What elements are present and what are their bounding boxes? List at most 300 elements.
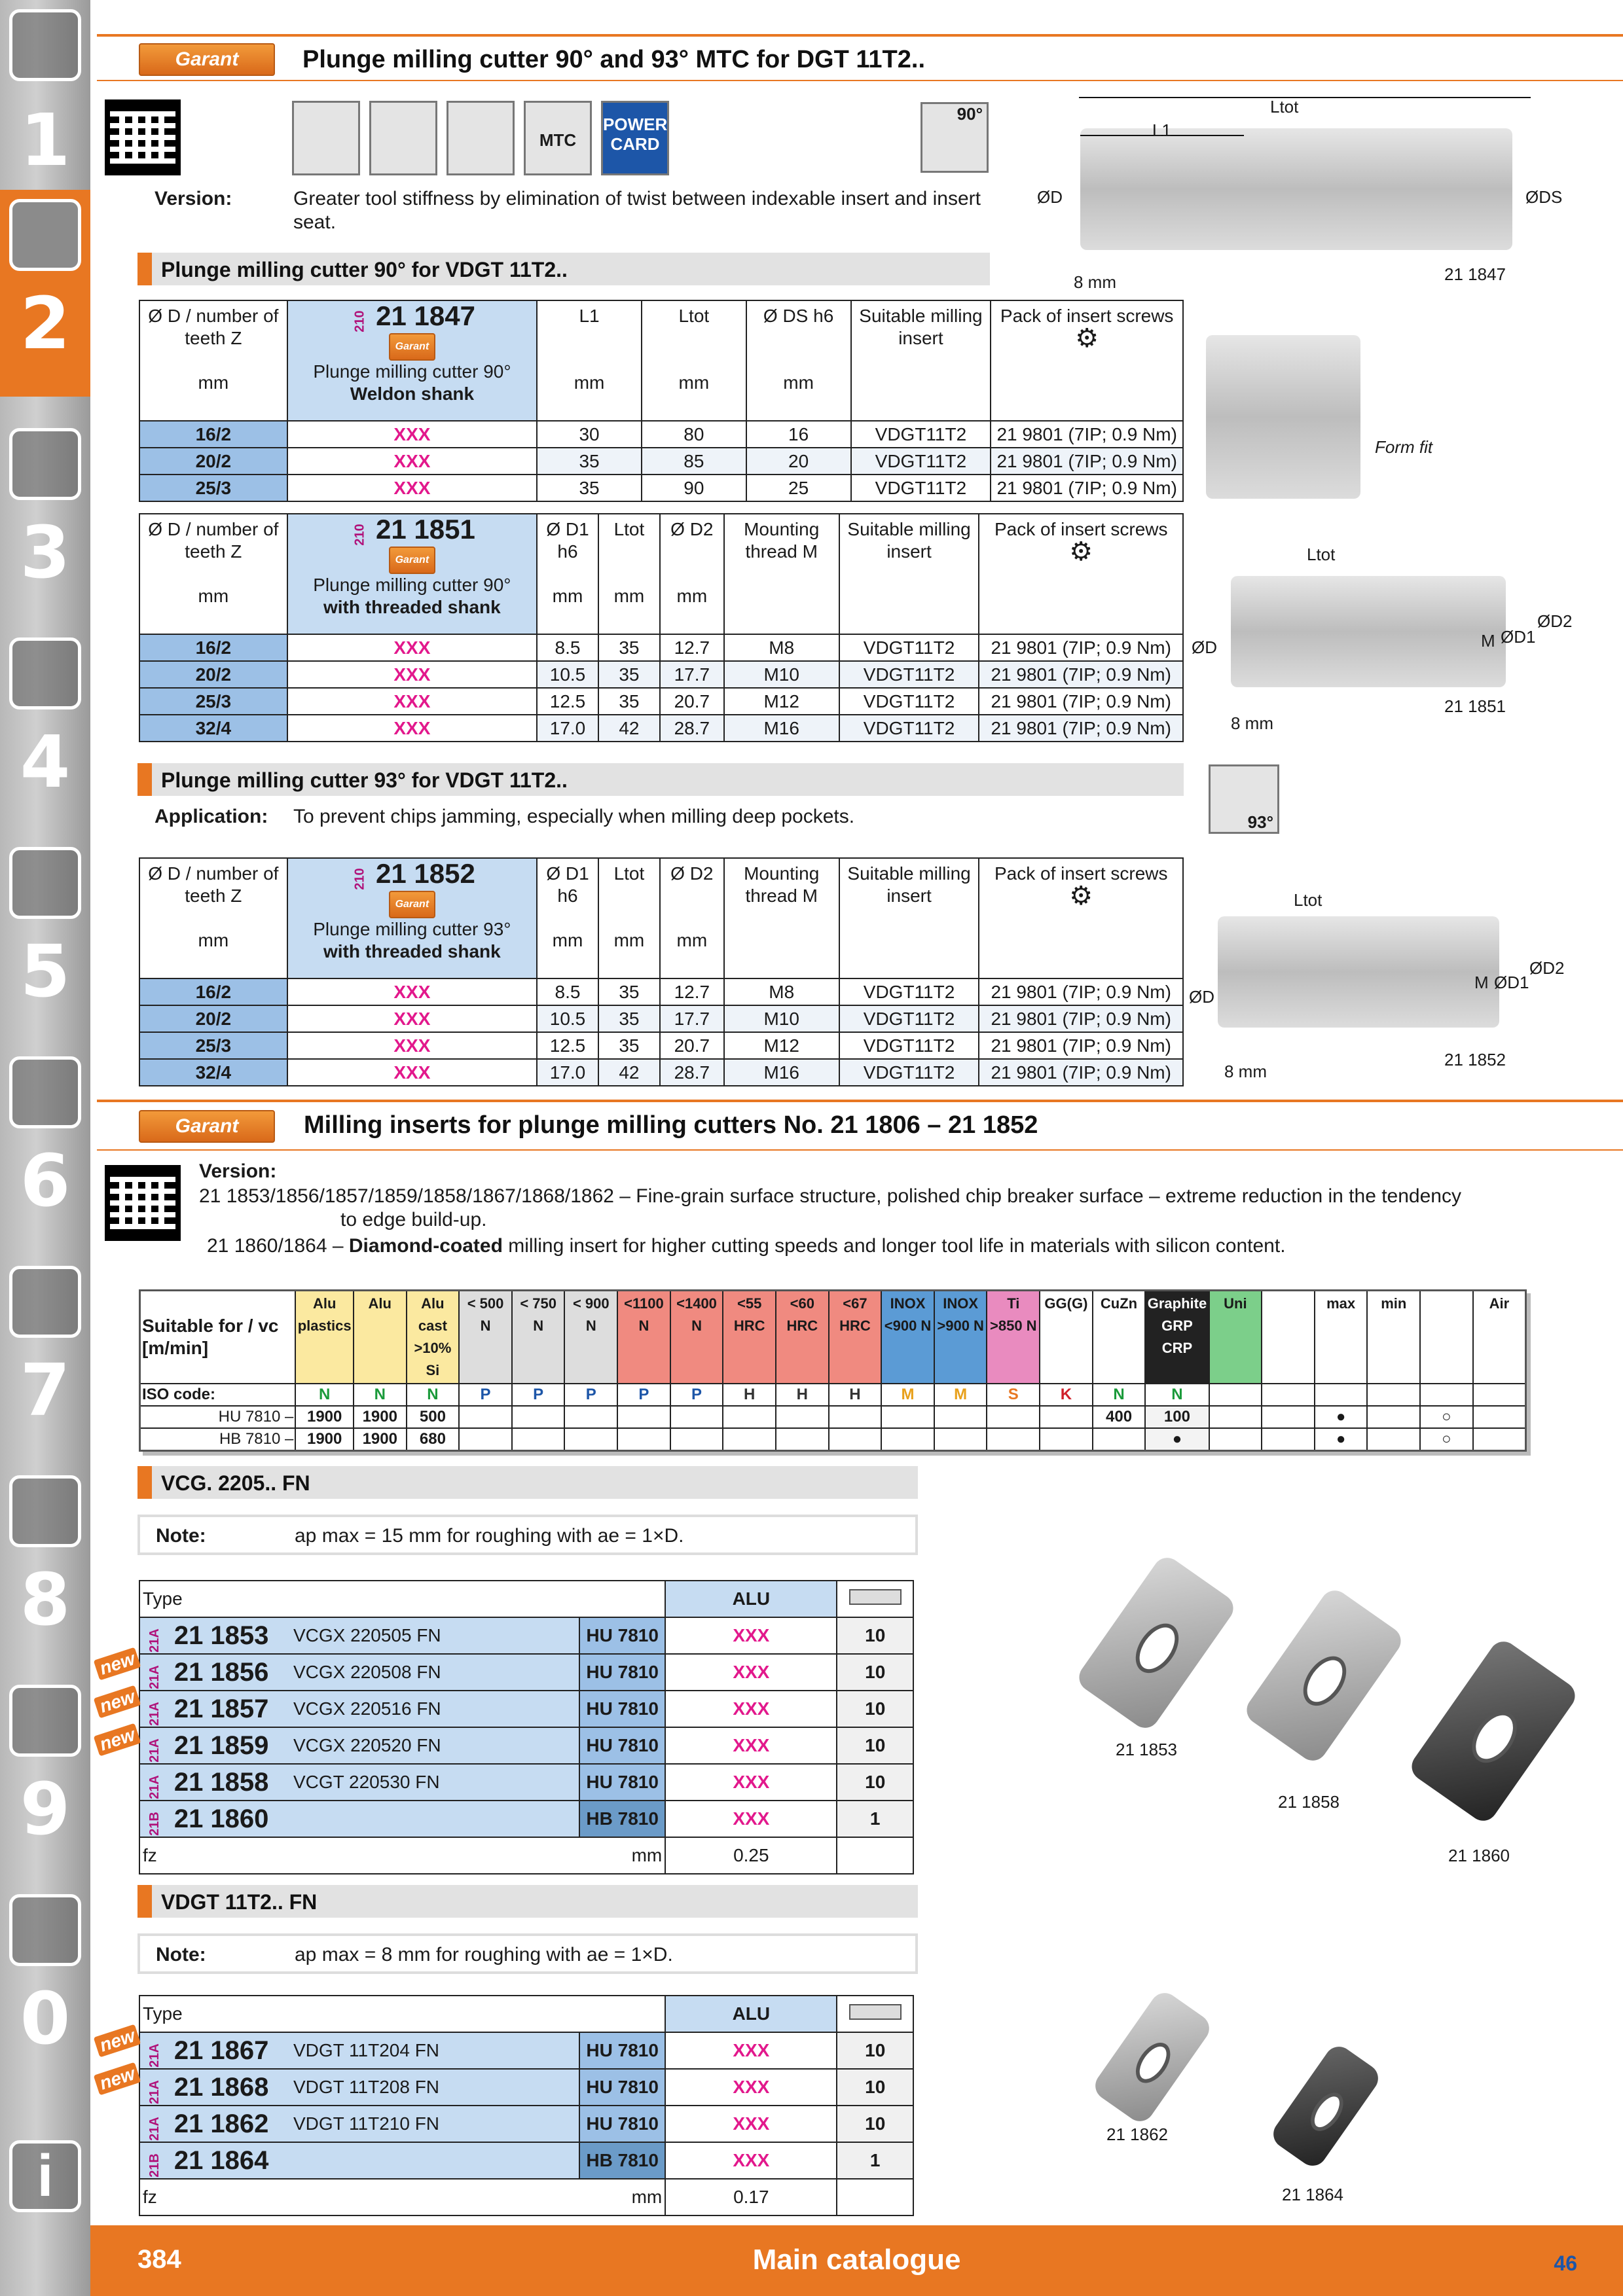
- iso-row: [140, 1384, 1526, 1406]
- page-ref: 21A: [147, 1701, 162, 1726]
- header-text: Ø DS h6: [763, 306, 834, 326]
- value-cell: 12.7: [660, 978, 724, 1005]
- page-ref: 21A: [147, 2043, 162, 2068]
- article-number: 21 1862: [173, 2109, 269, 2138]
- tab-number: 0: [20, 1977, 71, 2060]
- designation-cell: VCGX 220508 FN: [291, 1654, 579, 1691]
- order-cell[interactable]: XXX: [287, 634, 537, 661]
- unit: mm: [783, 372, 814, 393]
- order-cell[interactable]: XXX: [287, 978, 537, 1005]
- version-label: Version:: [199, 1160, 277, 1182]
- wrench-icon: [9, 1056, 81, 1128]
- value-cell: 42: [598, 1059, 660, 1086]
- col-insert: [839, 514, 979, 634]
- table-row: [139, 448, 1183, 475]
- unit: mm: [574, 372, 605, 393]
- garant-logo: Garant: [389, 891, 436, 918]
- diameter-cell: 25/3: [139, 688, 287, 715]
- fz-label: fz: [139, 2179, 291, 2215]
- tab-number: 3: [20, 511, 71, 594]
- unit: mm: [198, 586, 229, 606]
- col-screws: [979, 858, 1183, 978]
- fz-unit: mm: [291, 1837, 665, 1874]
- qr-code-icon[interactable]: [105, 1165, 181, 1241]
- garant-logo: Garant: [389, 333, 436, 361]
- grade-cell: HU 7810: [579, 1764, 665, 1801]
- chapter-tab-4[interactable]: [0, 628, 90, 835]
- suit-value-cell: ○: [1420, 1406, 1473, 1428]
- suit-value-cell: ●: [1315, 1428, 1368, 1450]
- value-cell: 21 9801 (7IP; 0.9 Nm): [979, 1059, 1183, 1086]
- suit-col-17: Uni: [1209, 1291, 1262, 1384]
- chapter-tab-7[interactable]: [0, 1257, 90, 1463]
- order-cell[interactable]: XXX: [287, 1005, 537, 1032]
- order-cell[interactable]: XXX: [665, 1727, 837, 1764]
- order-cell[interactable]: XXX: [665, 2032, 837, 2069]
- subsection-title: Plunge milling cutter 90° for VDGT 11T2..: [137, 253, 990, 285]
- value-cell: 30: [537, 421, 642, 448]
- article-number: 21 1853: [173, 1621, 269, 1650]
- value-cell: VDGT11T2: [839, 688, 979, 715]
- pack-qty-cell: 10: [837, 1617, 913, 1654]
- iso-cell: [1367, 1384, 1420, 1406]
- designation-cell: VDGT 11T210 FN: [291, 2106, 579, 2142]
- value-cell: 10.5: [537, 1005, 598, 1032]
- header-text: Ltot: [613, 863, 645, 884]
- value-cell: 20.7: [660, 1032, 724, 1059]
- new-badge: new: [94, 1647, 141, 1681]
- value-cell: 21 9801 (7IP; 0.9 Nm): [991, 421, 1183, 448]
- info-letter: i: [37, 2144, 54, 2209]
- iso-cell: [1209, 1384, 1262, 1406]
- header-rule: [97, 1100, 1623, 1102]
- chapter-tab-9[interactable]: [0, 1676, 90, 1882]
- suit-header-row: [140, 1291, 1526, 1384]
- order-cell[interactable]: XXX: [287, 661, 537, 688]
- value-cell: 35: [598, 1032, 660, 1059]
- unit: mm: [552, 930, 583, 950]
- od-label: ØD: [1192, 637, 1217, 657]
- iso-cell: [1473, 1384, 1526, 1406]
- ods-label: ØDS: [1525, 187, 1563, 207]
- value-cell: VDGT11T2: [851, 475, 991, 501]
- iso-cell: M: [881, 1384, 934, 1406]
- value-cell: 21 9801 (7IP; 0.9 Nm): [979, 978, 1183, 1005]
- iso-cell: [1262, 1384, 1315, 1406]
- table-row: [139, 1059, 1183, 1086]
- value-cell: 17.0: [537, 1059, 598, 1086]
- order-cell[interactable]: XXX: [287, 1032, 537, 1059]
- order-cell[interactable]: XXX: [665, 1617, 837, 1654]
- suit-grade-row: [140, 1428, 1526, 1450]
- ltot-dim-line: [1079, 97, 1531, 98]
- grade-cell: HB 7810: [579, 1801, 665, 1837]
- designation-cell: VCGX 220520 FN: [291, 1727, 579, 1764]
- suit-value-cell: [776, 1406, 829, 1428]
- chapter-tab-1[interactable]: [0, 7, 90, 213]
- value-cell: 17.7: [660, 661, 724, 688]
- safety-glasses-icon: [9, 1894, 81, 1966]
- table-row: [139, 978, 1183, 1005]
- table-row: [139, 1691, 913, 1727]
- value-cell: 16: [746, 421, 851, 448]
- caliper-icon: [9, 637, 81, 709]
- header-text: L1: [579, 306, 600, 326]
- od2-label: ØD2: [1537, 611, 1573, 631]
- value-cell: 21 9801 (7IP; 0.9 Nm): [979, 715, 1183, 742]
- suit-value-cell: [512, 1406, 565, 1428]
- toolbox-icon: [9, 1475, 81, 1547]
- application-label: Application:: [155, 806, 268, 827]
- suit-value-cell: [1093, 1428, 1146, 1450]
- page-ref: 21B: [147, 1811, 162, 1836]
- suit-value-cell: [1473, 1406, 1526, 1428]
- article-cell: [139, 1691, 291, 1727]
- designation-cell: VDGT 11T204 FN: [291, 2032, 579, 2069]
- type-header: Type: [139, 1996, 665, 2032]
- fz-empty: [837, 2179, 913, 2215]
- plunge-milling-icon: [292, 101, 360, 175]
- suit-col-7: <1400 N: [670, 1291, 723, 1384]
- order-cell[interactable]: XXX: [287, 688, 537, 715]
- designation-cell: VCGT 220530 FN: [291, 1764, 579, 1801]
- suit-col-11: INOX <900 N: [881, 1291, 934, 1384]
- iso-cell: [1420, 1384, 1473, 1406]
- designation-cell: VCGX 220505 FN: [291, 1617, 579, 1654]
- suit-value-cell: ●: [1315, 1406, 1368, 1428]
- order-cell[interactable]: XXX: [287, 1059, 537, 1086]
- qr-code-icon[interactable]: [105, 99, 181, 175]
- article-number: 21 1860: [173, 1804, 269, 1833]
- suit-value-cell: 1900: [354, 1406, 407, 1428]
- col-insert: [851, 300, 991, 421]
- suit-value-cell: ○: [1420, 1428, 1473, 1450]
- diameter-cell: 16/2: [139, 421, 287, 448]
- table-row: [139, 715, 1183, 742]
- article-cell: [139, 1801, 291, 1837]
- order-cell[interactable]: XXX: [287, 448, 537, 475]
- order-cell[interactable]: XXX: [665, 2069, 837, 2106]
- grade-label: HU 7810 –: [140, 1406, 296, 1428]
- value-cell: 12.7: [660, 634, 724, 661]
- iso-cell: P: [670, 1384, 723, 1406]
- suit-value-cell: [564, 1428, 617, 1450]
- iso-label: ISO code:: [140, 1384, 296, 1406]
- designation-cell: [291, 1801, 579, 1837]
- value-cell: 35: [598, 688, 660, 715]
- value-cell: 17.7: [660, 1005, 724, 1032]
- value-cell: 17.0: [537, 715, 598, 742]
- chapter-tab-5[interactable]: [0, 838, 90, 1045]
- table-211852: [139, 857, 1184, 1086]
- table-row: [139, 2142, 913, 2179]
- mtc-icon: MTC: [524, 101, 592, 175]
- suit-value-cell: [776, 1428, 829, 1450]
- suit-value-cell: [1367, 1428, 1420, 1450]
- product-desc: Plunge milling cutter 93°: [313, 919, 511, 939]
- suit-col-2: Alu cast >10% Si: [407, 1291, 460, 1384]
- suit-col-20: min: [1367, 1291, 1420, 1384]
- note-label: Note:: [156, 1944, 206, 1965]
- new-badge: new: [94, 1685, 141, 1719]
- chapter-tab-6[interactable]: [0, 1047, 90, 1254]
- insert-photo-211860: [1406, 1636, 1580, 1827]
- tab-number: 8: [20, 1558, 71, 1641]
- insert-header-row: [139, 1996, 913, 2032]
- order-cell[interactable]: XXX: [665, 1654, 837, 1691]
- suit-col-9: <60 HRC: [776, 1291, 829, 1384]
- page-ref: 210: [352, 310, 367, 332]
- insert-id: 21 1860: [1448, 1846, 1510, 1865]
- version-line-1: 21 1853/1856/1857/1859/1858/1867/1868/1862 – Fine-grain surface structure, polished chip breaker surface – extreme reduction in the tendency: [199, 1185, 1461, 1207]
- order-cell[interactable]: XXX: [287, 475, 537, 501]
- table-row: [139, 1617, 913, 1654]
- pack-qty-icon: [837, 1996, 913, 2032]
- suit-value-cell: [1209, 1406, 1262, 1428]
- coolant-icon: [447, 101, 515, 175]
- ltot-label: Ltot: [1294, 890, 1322, 910]
- table-row: [139, 1654, 913, 1691]
- header-text: Mounting thread M: [744, 863, 820, 906]
- suit-value-cell: [829, 1428, 882, 1450]
- designation-cell: [291, 2142, 579, 2179]
- value-cell: VDGT11T2: [851, 448, 991, 475]
- value-cell: M12: [724, 1032, 839, 1059]
- pack-qty-icon: [837, 1581, 913, 1617]
- value-cell: VDGT11T2: [839, 978, 979, 1005]
- iso-cell: N: [295, 1384, 354, 1406]
- unit: mm: [613, 930, 645, 950]
- col-ltot: [642, 300, 746, 421]
- grade-cell: HU 7810: [579, 1654, 665, 1691]
- col-screws: [979, 514, 1183, 634]
- page-ref: 21A: [147, 2116, 162, 2141]
- value-cell: VDGT11T2: [851, 421, 991, 448]
- order-cell[interactable]: XXX: [665, 1801, 837, 1837]
- suit-value-cell: [1040, 1406, 1093, 1428]
- table-row: [139, 688, 1183, 715]
- col-d1: [537, 514, 598, 634]
- value-cell: M8: [724, 634, 839, 661]
- article-cell: [139, 2142, 291, 2179]
- value-cell: M12: [724, 688, 839, 715]
- value-cell: 20.7: [660, 688, 724, 715]
- order-cell[interactable]: XXX: [665, 1764, 837, 1801]
- chapter-tab-info[interactable]: [0, 2121, 90, 2296]
- article-number: 21 1859: [173, 1731, 269, 1760]
- col-article: [287, 858, 537, 978]
- value-cell: VDGT11T2: [839, 1059, 979, 1086]
- suit-value-cell: [987, 1428, 1040, 1450]
- suit-col-12: INOX >900 N: [934, 1291, 987, 1384]
- diameter-cell: 20/2: [139, 661, 287, 688]
- suit-value-cell: [1367, 1406, 1420, 1428]
- shank-type: with threaded shank: [323, 941, 501, 961]
- table-row: [139, 2106, 913, 2142]
- insert-id: 21 1853: [1116, 1740, 1177, 1759]
- article-number: 21 1864: [173, 2145, 269, 2175]
- screws-icon: ⚙: [1069, 537, 1093, 566]
- order-cell[interactable]: XXX: [665, 2142, 837, 2179]
- iso-cell: H: [723, 1384, 776, 1406]
- value-cell: 8.5: [537, 634, 598, 661]
- tab-number: 2: [20, 281, 71, 365]
- col-insert: [839, 858, 979, 978]
- subsection-title: Plunge milling cutter 93° for VDGT 11T2..: [137, 763, 1184, 796]
- value-cell: 35: [537, 475, 642, 501]
- suit-value-cell: 1900: [295, 1406, 354, 1428]
- article-number: 21 1851: [376, 514, 475, 545]
- chapter-tab-8[interactable]: [0, 1466, 90, 1673]
- col-ltot: [598, 858, 660, 978]
- application-text: To prevent chips jamming, especially when milling deep pockets.: [293, 806, 855, 827]
- screws-icon: ⚙: [1075, 324, 1099, 353]
- insert-header-row: [139, 1581, 913, 1617]
- value-cell: 28.7: [660, 715, 724, 742]
- order-cell[interactable]: XXX: [287, 421, 537, 448]
- table-row: [139, 2069, 913, 2106]
- header-text: Ø D1 h6: [546, 519, 589, 562]
- fz-label: fz: [139, 1837, 291, 1874]
- order-cell[interactable]: XXX: [665, 1691, 837, 1727]
- header-text: Ltot: [678, 306, 710, 326]
- suit-header-label: Suitable for / vc [m/min]: [140, 1291, 296, 1384]
- dim-8mm: 8 mm: [1074, 272, 1116, 292]
- fz-value: 0.17: [665, 2179, 837, 2215]
- value-cell: 35: [598, 634, 660, 661]
- iso-cell: P: [459, 1384, 512, 1406]
- suit-grade-row: [140, 1406, 1526, 1428]
- tab-number: 4: [20, 720, 71, 804]
- value-cell: M8: [724, 978, 839, 1005]
- header-rule: [97, 80, 1623, 81]
- article-range: 21 1860/1864 –: [207, 1235, 344, 1257]
- chapter-tab-3[interactable]: [0, 419, 90, 626]
- order-cell[interactable]: XXX: [287, 715, 537, 742]
- value-cell: 35: [598, 978, 660, 1005]
- iso-cell: N: [1145, 1384, 1209, 1406]
- diameter-cell: 20/2: [139, 1005, 287, 1032]
- power-card-icon: POWER CARD: [601, 101, 669, 175]
- page-ref: 210: [352, 868, 367, 890]
- unit: mm: [613, 586, 645, 606]
- value-cell: 35: [537, 448, 642, 475]
- insert-table-vdgt: [139, 1995, 914, 2216]
- value-cell: 21 9801 (7IP; 0.9 Nm): [991, 448, 1183, 475]
- article-cell: [139, 1727, 291, 1764]
- suit-col-16: Graphite GRP CRP: [1145, 1291, 1209, 1384]
- page-ref: 21A: [147, 2079, 162, 2104]
- new-badge: new: [94, 2024, 141, 2058]
- header-text: Pack of insert screws: [994, 519, 1168, 539]
- version-line-3: [207, 1234, 1286, 1258]
- chapter-tab-0[interactable]: [0, 1885, 90, 2092]
- cutter-drawing-211851: [1231, 576, 1506, 687]
- col-d1: [537, 858, 598, 978]
- page-ref: 21A: [147, 1628, 162, 1653]
- article-number: 21 1856: [173, 1657, 269, 1687]
- page-ref: 21A: [147, 1664, 162, 1689]
- iso-cell: [1315, 1384, 1368, 1406]
- value-cell: VDGT11T2: [839, 634, 979, 661]
- suit-value-cell: [1262, 1406, 1315, 1428]
- tap-icon: [9, 428, 81, 500]
- suit-value-cell: [670, 1406, 723, 1428]
- header-text: Suitable milling insert: [847, 863, 971, 906]
- article-cell: [139, 2069, 291, 2106]
- col-ltot: [598, 514, 660, 634]
- note-box: [137, 1933, 918, 1974]
- header-text: Ø D1 h6: [546, 863, 589, 906]
- suit-value-cell: [987, 1406, 1040, 1428]
- alu-header: ALU: [665, 1581, 837, 1617]
- table-row: [139, 1764, 913, 1801]
- tab-number: 6: [20, 1139, 71, 1223]
- suit-value-cell: [1040, 1428, 1093, 1450]
- suit-col-5: < 900 N: [564, 1291, 617, 1384]
- suit-col-21: [1420, 1291, 1473, 1384]
- note-box: [137, 1515, 918, 1555]
- value-cell: 21 9801 (7IP; 0.9 Nm): [979, 1032, 1183, 1059]
- grade-cell: HU 7810: [579, 2032, 665, 2069]
- diameter-cell: 16/2: [139, 978, 287, 1005]
- milling-insert-icon: [9, 199, 81, 271]
- suit-col-6: <1100 N: [617, 1291, 670, 1384]
- value-cell: M16: [724, 1059, 839, 1086]
- value-cell: 8.5: [537, 978, 598, 1005]
- suitability-table: [139, 1289, 1527, 1452]
- unit: mm: [198, 930, 229, 950]
- designation-cell: VCGX 220516 FN: [291, 1691, 579, 1727]
- iso-cell: P: [512, 1384, 565, 1406]
- suit-value-cell: ●: [1145, 1428, 1209, 1450]
- product-desc: Plunge milling cutter 90°: [313, 575, 511, 595]
- header-rule: [97, 34, 1623, 37]
- page-ref: 21B: [147, 2153, 162, 2178]
- tab-number: 5: [20, 929, 71, 1013]
- pack-qty-cell: 10: [837, 2069, 913, 2106]
- unit: mm: [678, 372, 710, 393]
- grade-cell: HU 7810: [579, 1691, 665, 1727]
- shank-icon: [369, 101, 437, 175]
- suit-col-0: Alu plastics: [295, 1291, 354, 1384]
- ltot-label: Ltot: [1307, 545, 1336, 564]
- suit-value-cell: 1900: [354, 1428, 407, 1450]
- suit-col-8: <55 HRC: [723, 1291, 776, 1384]
- value-cell: 42: [598, 715, 660, 742]
- suit-value-cell: [617, 1428, 670, 1450]
- value-cell: 12.5: [537, 688, 598, 715]
- suit-value-cell: [1473, 1428, 1526, 1450]
- chapter-tab-2[interactable]: [0, 190, 90, 397]
- col-ds: [746, 300, 851, 421]
- od2-label: ØD2: [1529, 958, 1565, 978]
- info-icon: [9, 2140, 81, 2212]
- diameter-cell: 20/2: [139, 448, 287, 475]
- col-diameter-teeth: [139, 514, 287, 634]
- iso-cell: H: [829, 1384, 882, 1406]
- order-cell[interactable]: XXX: [665, 2106, 837, 2142]
- col-l1: [537, 300, 642, 421]
- suit-value-cell: [512, 1428, 565, 1450]
- section-title: Milling inserts for plunge milling cutters No. 21 1806 – 21 1852: [304, 1111, 1038, 1139]
- value-cell: 85: [642, 448, 746, 475]
- garant-logo: Garant: [139, 1110, 275, 1143]
- value-cell: 25: [746, 475, 851, 501]
- suit-value-cell: [723, 1428, 776, 1450]
- dim-8mm: 8 mm: [1224, 1062, 1267, 1081]
- value-cell: M16: [724, 715, 839, 742]
